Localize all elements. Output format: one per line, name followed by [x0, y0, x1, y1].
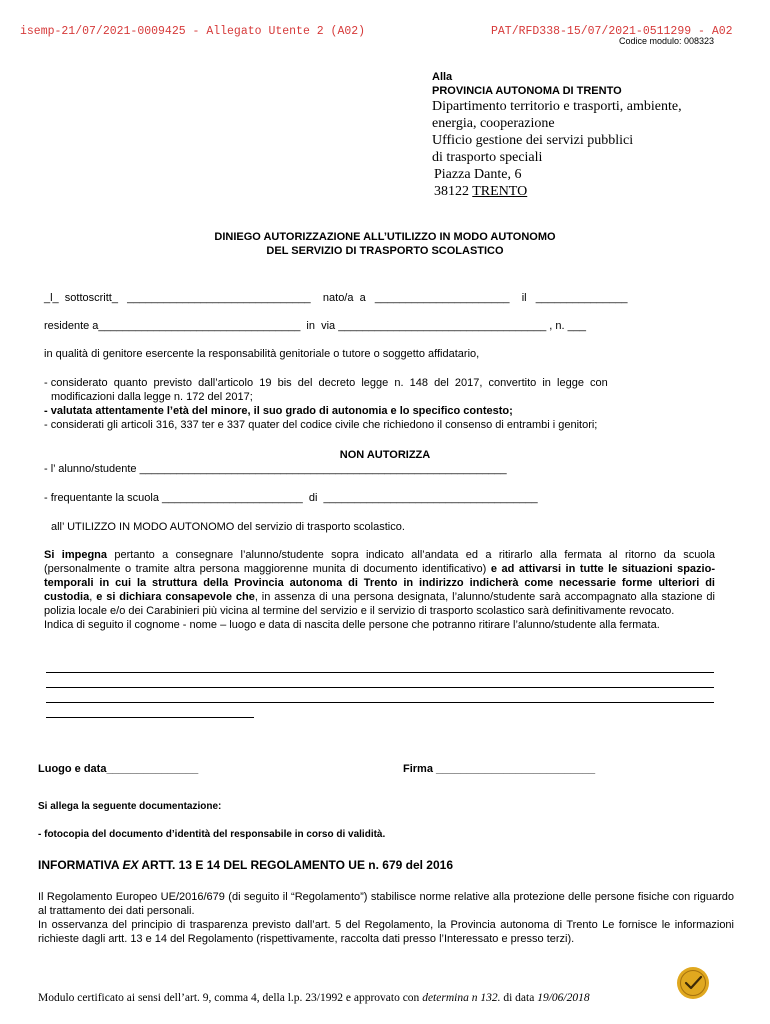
protocol-stamp-right: PAT/RFD338-15/07/2021-0511299 - A02: [491, 25, 733, 38]
commitment-bold-2: e si dichiara consapevole che: [96, 591, 255, 603]
title-line-1: DINIEGO AUTORIZZAZIONE ALL’UTILIZZO IN MODO AUTONOMO: [214, 231, 556, 243]
commitment-bold-1: e ad attivarsi in tutte le situazioni spazio-temporali in cui la struttura della Provincia autonoma di Trento in indirizzo indicherà come necessarie forme ulteriori di custodia: [44, 563, 715, 603]
commitment-paragraph: [44, 548, 715, 632]
indicate-persons: Indica di seguito il cognome - nome – luogo e data di nascita delle persone che potranno ritirare l’alunno/studente alla fermata.: [44, 619, 660, 631]
usage-line: all’ UTILIZZO IN MODO AUTONOMO del servizio di trasporto scolastico.: [51, 521, 405, 533]
privacy-para-2: In osservanza del principio di trasparenza previsto dall’art. 5 del Regolamento, la Provincia autonoma di Trento Le fornisce le informazioni richieste dagli artt. 13 e 14 del Regolamento (rispettivamente, raccolta dati presso l’Interessato e presso terzi).: [38, 919, 734, 945]
attachments-item: - fotocopia del documento d’identità del responsabile in corso di validità.: [38, 829, 386, 840]
certification-seal-icon: [676, 966, 710, 1000]
module-code: Codice modulo: 008323: [619, 36, 715, 46]
student-line: - l’ alunno/studente ____________________________________________________________: [44, 463, 507, 475]
commitment-text-2: ,: [89, 591, 97, 603]
address-office-2: di trasporto speciali: [432, 150, 543, 165]
place-date-field: Luogo e data_______________: [38, 763, 199, 775]
considered-2: - valutata attentamente l’età del minore, il suo grado di autonomia e lo specifico contesto;: [44, 405, 513, 417]
persons-blank-line-4: [46, 717, 254, 718]
address-entity: PROVINCIA AUTONOMA DI TRENTO: [432, 85, 622, 97]
document-title: [0, 230, 770, 258]
considered-3: - considerati gli articoli 316, 337 ter e 337 quater del codice civile che richiedono il consenso di entrambi i genitori;: [44, 419, 598, 431]
address-to: Alla: [432, 71, 453, 83]
protocol-stamp-left: isemp-21/07/2021-0009425 - Allegato Utente 2 (A02): [20, 25, 366, 38]
quality-line: in qualità di genitore esercente la responsabilità genitoriale o tutore o soggetto affidatario,: [44, 348, 480, 360]
privacy-title: [38, 858, 453, 872]
recipient-address: [432, 70, 742, 200]
privacy-text: [38, 890, 734, 946]
privacy-title-a: INFORMATIVA: [38, 858, 123, 872]
attachments-heading: Si allega la seguente documentazione:: [38, 801, 222, 812]
footer-text-b: di data: [500, 992, 538, 1004]
address-department-2: energia, cooperazione: [432, 116, 555, 131]
persons-blank-line-1: [46, 672, 714, 673]
signature-field: Firma __________________________: [403, 763, 596, 775]
footer-certification: [38, 992, 590, 1004]
privacy-title-b: ARTT. 13 E 14 DEL REGOLAMENTO UE n. 679 del 2016: [138, 858, 453, 872]
persons-blank-line-3: [46, 702, 714, 703]
persons-blank-line-2: [46, 687, 714, 688]
address-street: Piazza Dante, 6: [434, 167, 522, 182]
address-city: TRENTO: [472, 184, 528, 199]
signer-line: _l_ sottoscritt_ ______________________________ nato/a a ______________________ il _______________: [44, 292, 628, 304]
title-line-2: DEL SERVIZIO DI TRASPORTO SCOLASTICO: [266, 245, 504, 257]
address-office-1: Ufficio gestione dei servizi pubblici: [432, 133, 634, 148]
commitment-text-3: , in assenza di una persona designata, l’alunno/studente sarà accompagnato alla stazione di polizia locale e/o dei Carabinieri più vicina al termine del servizio e il servizio di trasporto scolastico sarà definitivamente revocato.: [44, 591, 715, 617]
commitment-text-1: pertanto a consegnare l’alunno/studente sopra indicato all’andata ed a ritirarlo alla fermata al ritorno da scuola (personalmente o tramite altra persona maggiorenne munita di documento identificativo): [44, 549, 715, 575]
privacy-title-ex: EX: [122, 858, 139, 872]
address-city-line: [432, 183, 742, 200]
considered-1b: modificazioni dalla legge n. 172 del 2017;: [51, 391, 253, 403]
footer-text-a: Modulo certificato ai sensi dell’art. 9, comma 4, della l.p. 23/1992 e approvato con: [38, 992, 423, 1004]
not-authorize-heading: NON AUTORIZZA: [339, 449, 431, 461]
footer-date: 19/06/2018: [537, 992, 590, 1004]
considered-1a: - considerato quanto previsto dall’articolo 19 bis del decreto legge n. 148 del 2017, convertito in legge con: [44, 377, 608, 389]
privacy-para-1: Il Regolamento Europeo UE/2016/679 (di seguito il “Regolamento”) stabilisce norme relative alla protezione delle persone fisiche con riguardo al trattamento dei dati personali.: [38, 891, 734, 917]
address-department-1: Dipartimento territorio e trasporti, ambiente,: [432, 99, 682, 114]
footer-determina: determina n 132.: [422, 992, 501, 1004]
residence-line: residente a_________________________________ in via __________________________________ , n. ___: [44, 320, 586, 332]
school-line: - frequentante la scuola _______________________ di ___________________________________: [44, 492, 538, 504]
commitment-bold-start: Si impegna: [44, 549, 108, 561]
address-postcode: 38122: [434, 184, 473, 199]
